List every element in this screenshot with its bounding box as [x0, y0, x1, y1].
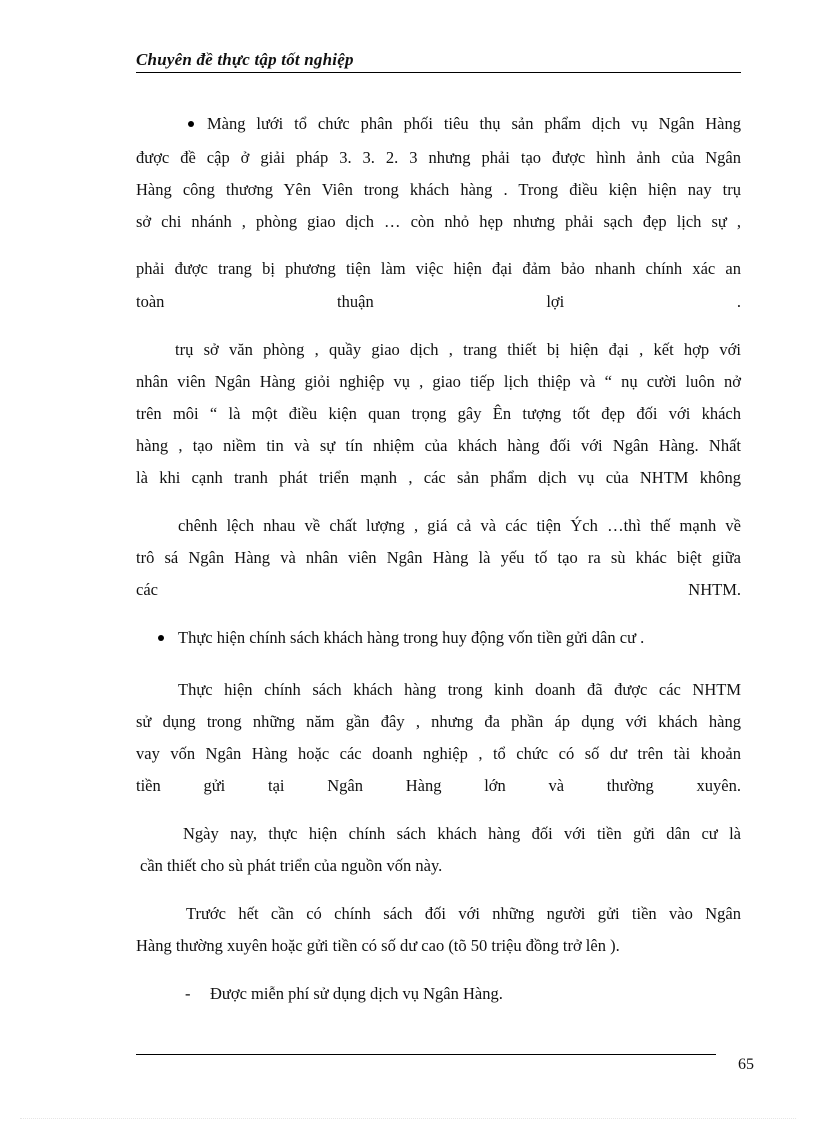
text-line: trên môi “ là một điều kiện quan trọng gây Ên tượng tốt đẹp đối với khách: [136, 404, 741, 423]
text-line: Trước hết cần có chính sách đối với những người gửi tiền vào Ngân: [186, 904, 741, 923]
text-line: Được miễn phí sử dụng dịch vụ Ngân Hàng.: [210, 984, 503, 1003]
text-line: Hàng thường xuyên hoặc gửi tiền có số dư cao (tõ 50 triệu đồng trở lên ).: [136, 936, 620, 955]
bullet-dot-icon: [158, 635, 164, 641]
text-line: trụ sở văn phòng , quầy giao dịch , trang thiết bị hiện đại , kết hợp với: [175, 340, 741, 359]
page-edge-divider: [20, 1118, 796, 1119]
text-line: hàng , tạo niềm tin và sự tín nhiệm của khách hàng đối với Ngân Hàng. Nhất: [136, 436, 741, 455]
text-line: Thực hiện chính sách khách hàng trong kinh doanh đã được các NHTM: [178, 680, 741, 699]
text-line: cần thiết cho sù phát triển của nguồn vốn này.: [140, 856, 443, 875]
page-number: 65: [738, 1056, 754, 1073]
text-line: tiền gửi tại Ngân Hàng lớn và thường xuyên.: [136, 776, 741, 795]
dash-marker: -: [185, 984, 191, 1003]
text-line: sở chi nhánh , phòng giao dịch … còn nhỏ hẹp nhưng phải sạch đẹp lịch sự ,: [136, 212, 741, 231]
header-divider: [136, 72, 741, 73]
text-line: phải được trang bị phương tiện làm việc hiện đại đảm bảo nhanh chính xác an: [136, 259, 741, 278]
text-line: trô sá Ngân Hàng và nhân viên Ngân Hàng là yếu tố tạo ra sù khác biệt giữa: [136, 548, 741, 567]
text-line: được đề cập ở giải pháp 3. 3. 2. 3 nhưng phải tạo được hình ảnh của Ngân: [136, 148, 741, 167]
text-line: các NHTM.: [136, 580, 741, 599]
text-line: chênh lệch nhau về chất lượng , giá cả và các tiện Ých …thì thế mạnh về: [178, 516, 741, 535]
text-line: Thực hiện chính sách khách hàng trong huy động vốn tiền gửi dân cư .: [178, 628, 645, 647]
text-line: vay vốn Ngân Hàng hoặc các doanh nghiệp , tổ chức có số dư trên tài khoản: [136, 744, 741, 763]
bullet-dot-icon: [188, 121, 194, 127]
text-line: là khi cạnh tranh phát triển mạnh , các sản phẩm dịch vụ của NHTM không: [136, 468, 741, 487]
text-line: Màng lưới tổ chức phân phối tiêu thụ sản phẩm dịch vụ Ngân Hàng: [207, 114, 741, 133]
text-line: toàn thuận lợi .: [136, 292, 741, 311]
text-line: Hàng công thương Yên Viên trong khách hàng . Trong điều kiện hiện nay trụ: [136, 180, 741, 199]
text-line: sử dụng trong những năm gần đây , nhưng đa phần áp dụng với khách hàng: [136, 712, 741, 731]
text-line: Ngày nay, thực hiện chính sách khách hàng đối với tiền gửi dân cư là: [183, 824, 741, 843]
document-title: Chuyên đề thực tập tốt nghiệp: [136, 50, 354, 69]
footer-divider: [136, 1054, 716, 1055]
text-line: nhân viên Ngân Hàng giỏi nghiệp vụ , giao tiếp lịch thiệp và “ nụ cười luôn nở: [136, 372, 741, 391]
